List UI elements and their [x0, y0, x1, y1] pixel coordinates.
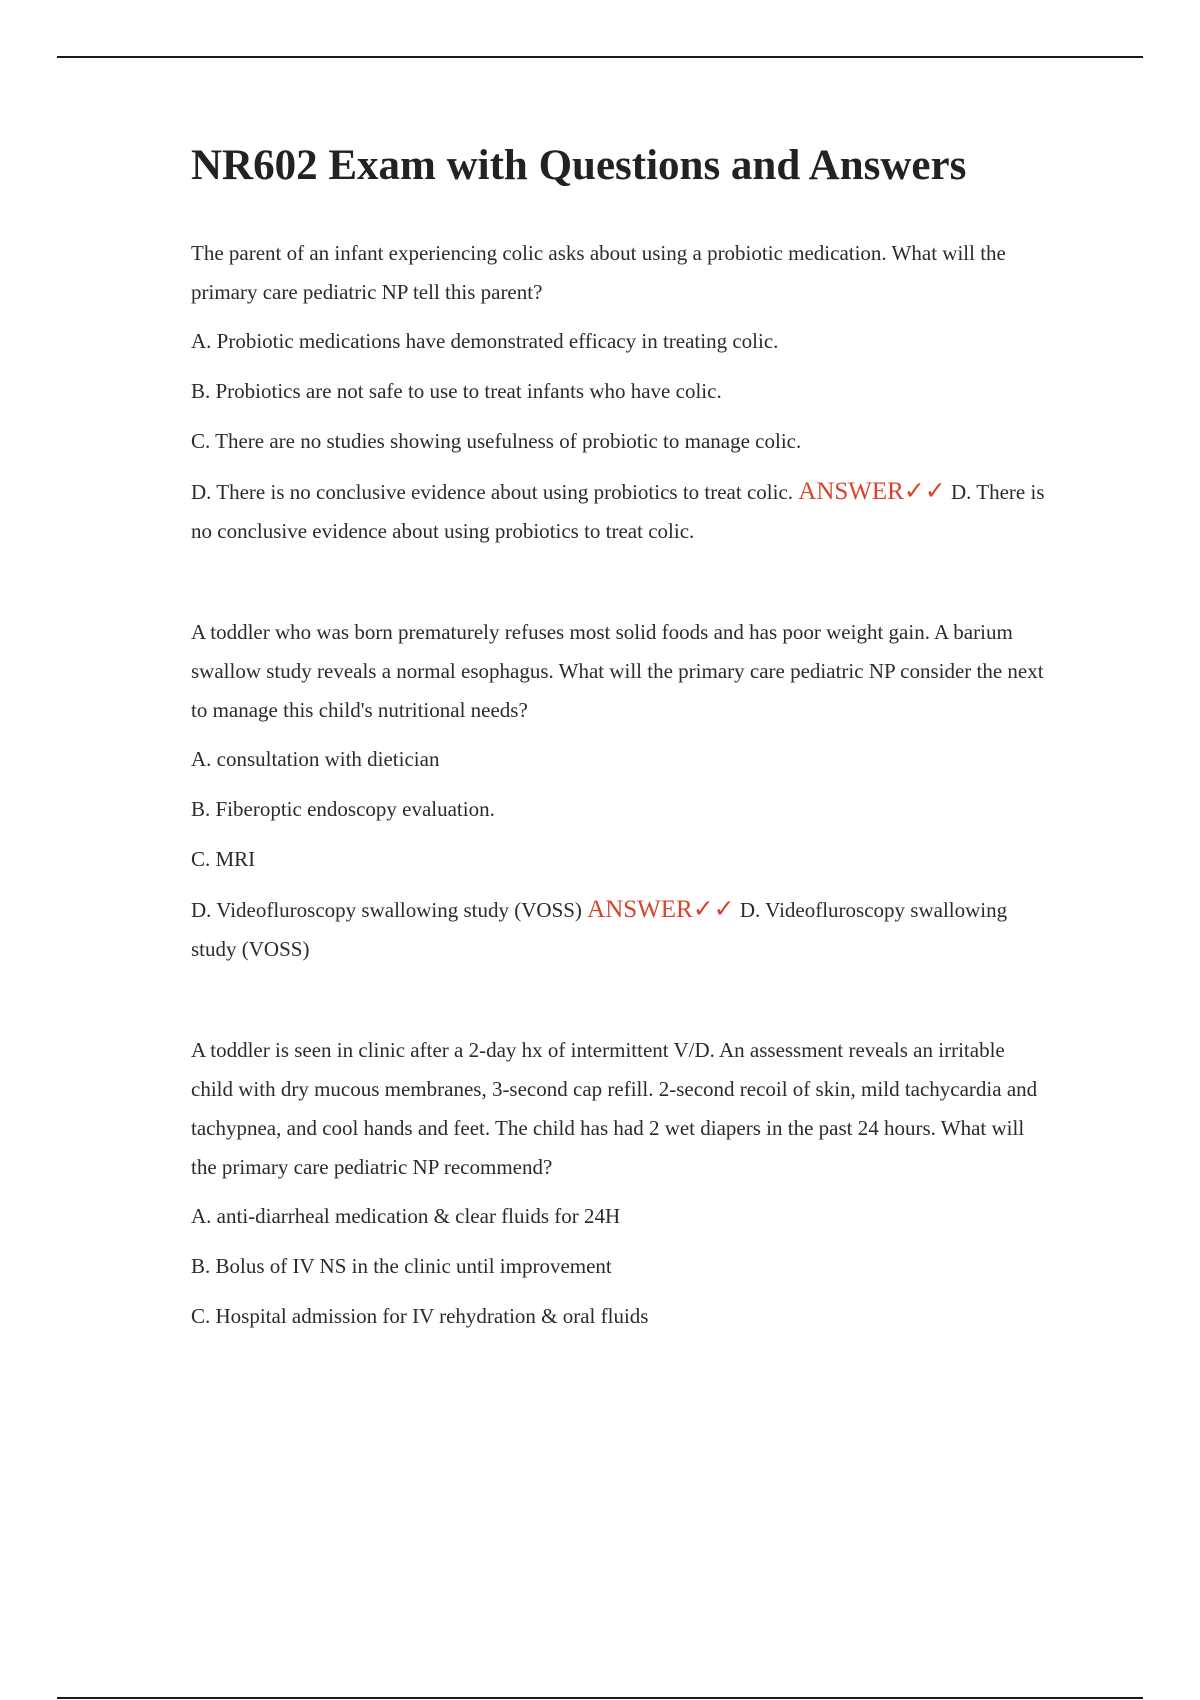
answer-label: ANSWER✓✓: [587, 896, 735, 923]
option-a: A. Probiotic medications have demonstrated efficacy in treating colic.: [191, 329, 779, 353]
option-d-with-answer: [191, 472, 1051, 551]
option-a: A. anti-diarrheal medication & clear fluids for 24H: [191, 1204, 621, 1228]
top-rule: [57, 56, 1143, 58]
document-title: NR602 Exam with Questions and Answers: [191, 142, 967, 189]
question-stem: A toddler is seen in clinic after a 2-day hx of intermittent V/D. An assessment reveals an irritable child with dry mucous membranes, 3-second cap refill. 2-second recoil of skin, mild tachycardia and tachypnea, and cool hands and feet. The child has had 2 wet diapers in the past 24 hours. What will the primary care pediatric NP recommend?: [191, 1038, 1038, 1179]
answer-label: ANSWER✓✓: [798, 478, 946, 505]
option-c: C. There are no studies showing usefulness of probiotic to manage colic.: [191, 429, 802, 453]
option-c: C. MRI: [191, 847, 256, 871]
answer-text: D. There is no conclusive evidence about using probiotics to treat colic.: [191, 480, 1045, 543]
option-b: B. Probiotics are not safe to use to treat infants who have colic.: [191, 379, 722, 403]
question-stem: The parent of an infant experiencing colic asks about using a probiotic medication. What will the primary care pediatric NP tell this parent?: [191, 241, 1006, 304]
option-b: B. Fiberoptic endoscopy evaluation.: [191, 797, 495, 821]
option-a: A. consultation with dietician: [191, 747, 440, 771]
option-d-with-answer: [191, 890, 1051, 969]
option-d: D. Videofluroscopy swallowing study (VOSS): [191, 898, 582, 922]
answer-text: D. Videofluroscopy swallowing study (VOSS): [191, 898, 1008, 961]
question-2: [191, 613, 1051, 969]
option-b: B. Bolus of IV NS in the clinic until improvement: [191, 1254, 612, 1278]
option-c: C. Hospital admission for IV rehydration & oral fluids: [191, 1304, 649, 1328]
question-stem: A toddler who was born prematurely refuses most solid foods and has poor weight gain. A barium swallow study reveals a normal esophagus. What will the primary care pediatric NP consider the next to manage this child's nutritional needs?: [191, 620, 1044, 722]
question-3: [191, 1031, 1051, 1336]
question-1: [191, 234, 1051, 551]
bottom-rule: [57, 1697, 1143, 1699]
option-d: D. There is no conclusive evidence about using probiotics to treat colic.: [191, 480, 794, 504]
page-content: [191, 140, 1051, 1398]
